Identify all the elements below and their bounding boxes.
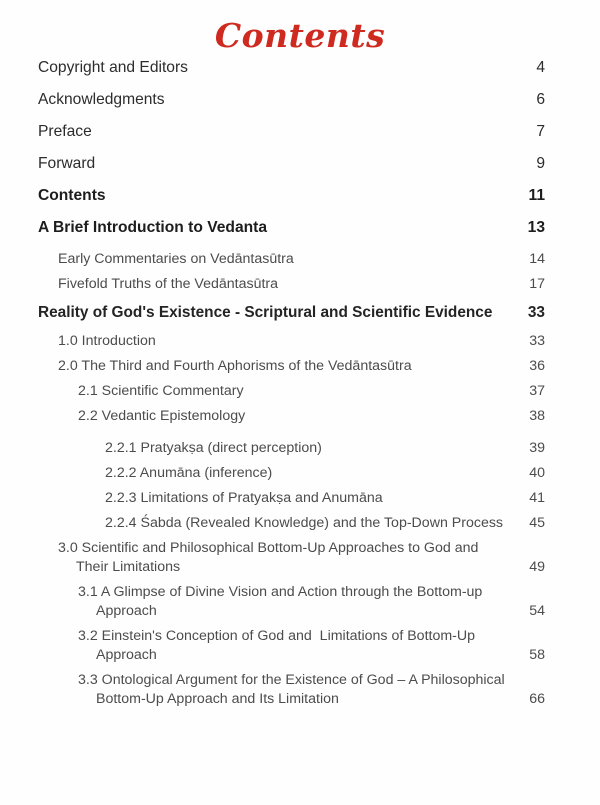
- toc-entry[interactable]: [105, 489, 545, 508]
- toc-entry-page-number: 9: [536, 155, 545, 172]
- toc-entry[interactable]: [58, 539, 545, 577]
- toc-entry-page-number: 66: [529, 691, 545, 707]
- toc-entry[interactable]: [38, 122, 545, 142]
- toc-entry-label: Contents: [38, 187, 106, 204]
- toc-entry-row: [105, 464, 545, 483]
- toc-entry-label: Acknowledgments: [38, 91, 165, 108]
- toc-entry-label: Preface: [38, 123, 92, 140]
- toc-entry-row: [58, 539, 545, 577]
- toc-entry-label: Early Commentaries on Vedāntasūtra: [58, 251, 294, 267]
- toc-entry-label: A Brief Introduction to Vedanta: [38, 219, 268, 236]
- toc-entry-row: [38, 122, 545, 142]
- toc-entry-row: [78, 671, 545, 709]
- toc-entry[interactable]: [78, 382, 545, 401]
- toc-entry-page-number: 38: [529, 408, 545, 424]
- toc-entry[interactable]: [38, 58, 545, 78]
- toc-entry-list: [0, 58, 600, 709]
- toc-entry-row: [38, 58, 545, 78]
- toc-entry-page-number: 41: [529, 490, 545, 506]
- toc-entry[interactable]: [38, 90, 545, 110]
- toc-entry-row: [38, 218, 545, 238]
- toc-entry-label: 2.2.1 Pratyakṣa (direct perception): [105, 440, 322, 456]
- toc-entry-row: [38, 186, 545, 206]
- toc-entry[interactable]: [38, 186, 545, 206]
- toc-entry-page-number: 13: [527, 219, 545, 236]
- page-title: Contents: [214, 16, 386, 55]
- toc-entry-page-number: 40: [529, 465, 545, 481]
- toc-entry-row: [78, 382, 545, 401]
- toc-entry-label: 1.0 Introduction: [58, 333, 156, 349]
- toc-entry-page-number: 39: [529, 440, 545, 456]
- toc-entry-label: 2.2.2 Anumāna (inference): [105, 465, 273, 481]
- toc-entry-row: [78, 583, 545, 621]
- toc-entry-page-number: 36: [529, 358, 545, 374]
- toc-entry[interactable]: [38, 154, 545, 174]
- toc-entry-label: Copyright and Editors: [38, 59, 188, 76]
- toc-entry[interactable]: [58, 275, 545, 294]
- toc-entry-row: [58, 332, 545, 351]
- toc-entry-label: 2.0 The Third and Fourth Aphorisms of the Vedāntasūtra: [58, 358, 412, 374]
- toc-entry-label: 3.2 Einstein's Conception of God and Limitations of Bottom-Up Approach: [78, 628, 479, 663]
- toc-entry-page-number: 33: [527, 304, 545, 321]
- toc-entry[interactable]: [78, 583, 545, 621]
- toc-entry-label: 3.1 A Glimpse of Divine Vision and Action through the Bottom-up Approach: [78, 584, 486, 619]
- toc-entry-page-number: 7: [536, 123, 545, 140]
- toc-entry-page-number: 14: [529, 251, 545, 267]
- toc-entry-row: [58, 357, 545, 376]
- toc-entry-label: 3.0 Scientific and Philosophical Bottom-Up Approaches to God and Their Limitations: [58, 540, 483, 575]
- toc-entry-label: 2.2.3 Limitations of Pratyakṣa and Anumāna: [105, 490, 383, 506]
- toc-entry-row: [38, 303, 545, 323]
- toc-entry-page-number: 58: [529, 647, 545, 663]
- toc-entry-page-number: 33: [529, 333, 545, 349]
- toc-entry[interactable]: [78, 627, 545, 665]
- toc-entry-row: [78, 627, 545, 665]
- toc-entry-page-number: 37: [529, 383, 545, 399]
- toc-entry-page-number: 11: [528, 187, 545, 204]
- toc-entry-label: Fivefold Truths of the Vedāntasūtra: [58, 276, 279, 292]
- toc-entry-row: [58, 275, 545, 294]
- toc-entry-page-number: 54: [529, 603, 545, 619]
- toc-entry-row: [105, 439, 545, 458]
- toc-entry-label: 3.3 Ontological Argument for the Existence of God – A Philosophical Bottom-Up Approach and Its Limitation: [78, 672, 509, 707]
- toc-entry-label: Reality of God's Existence - Scriptural and Scientific Evidence: [38, 304, 493, 321]
- toc-entry-page-number: 49: [529, 559, 545, 575]
- toc-entry-row: [78, 407, 545, 426]
- toc-entry-page-number: 45: [529, 515, 545, 531]
- toc-entry[interactable]: [105, 439, 545, 458]
- toc-entry[interactable]: [38, 303, 545, 323]
- toc-entry[interactable]: [78, 671, 545, 709]
- toc-entry[interactable]: [105, 514, 545, 533]
- toc-entry-row: [58, 250, 545, 269]
- toc-entry-row: [105, 489, 545, 508]
- toc-entry-row: [105, 514, 545, 533]
- toc-entry-page-number: 4: [536, 59, 545, 76]
- toc-entry-label: 2.2.4 Śabda (Revealed Knowledge) and the Top-Down Process: [105, 515, 504, 531]
- toc-entry-label: Forward: [38, 155, 96, 172]
- toc-entry[interactable]: [105, 464, 545, 483]
- toc-entry-label: 2.2 Vedantic Epistemology: [78, 408, 246, 424]
- toc-entry[interactable]: [58, 250, 545, 269]
- toc-entry[interactable]: [58, 332, 545, 351]
- toc-entry[interactable]: [38, 218, 545, 238]
- toc-entry[interactable]: [78, 407, 545, 426]
- toc-entry-label: 2.1 Scientific Commentary: [78, 383, 244, 399]
- toc-entry[interactable]: [58, 357, 545, 376]
- toc-entry-row: [38, 90, 545, 110]
- toc-entry-page-number: 6: [536, 91, 545, 108]
- toc-entry-row: [38, 154, 545, 174]
- toc-entry-page-number: 17: [529, 276, 545, 292]
